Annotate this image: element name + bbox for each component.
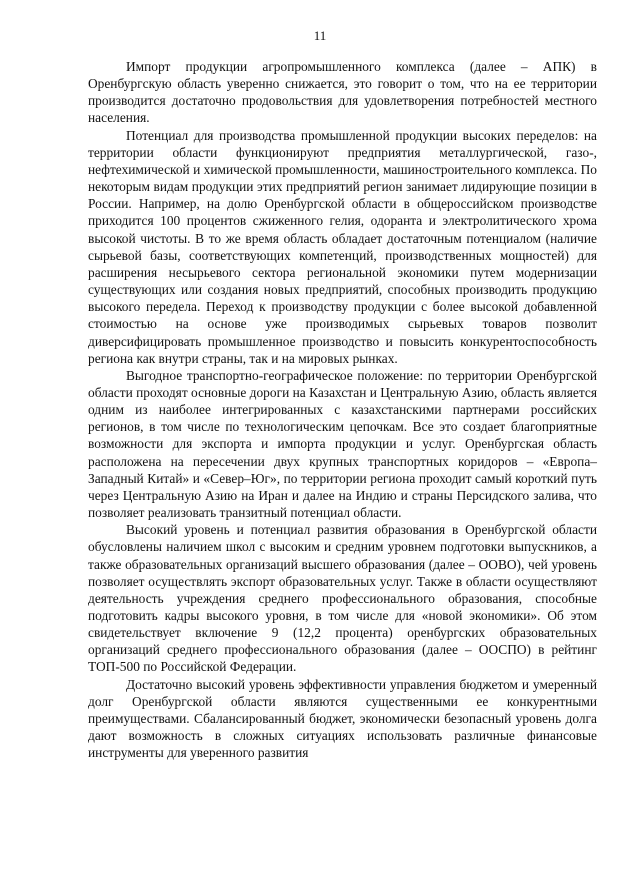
paragraph-budget: Достаточно высокий уровень эффективности управления бюджетом и умеренный долг Оренбургской области являются существенными ее конкурентными преимуществами. Сбалансированный бюджет, экономически безопасный уровень долга дают возможность в сложных ситуациях использовать различные финансовые инструменты для уверенного развития [88,676,597,761]
paragraph-agro-import: Импорт продукции агропромышленного комплекса (далее – АПК) в Оренбургскую область уверенно снижается, это говорит о том, что на ее территории производится достаточно продовольствия для удовлетворения потребностей местного населения. [88,59,597,126]
paragraph-industrial-potential: Потенциал для производства промышленной продукции высоких переделов: на территории области функционируют предприятия металлургической, газо-, нефтехимической и химической промышленности, машиностроительного комплекса. По некоторым видам продукции этих предприятий регион занимает лидирующие позиции в России. Например, на долю Оренбургской области в общероссийском производстве приходится 100 процентов сжиженного гелия, одоранта и электролитического хрома высокой чистоты. В то же время область обладает достаточным потенциалом (наличие сырьевой базы, соответствующих компетенций, производственных мощностей) для расширения несырьевого сектора региональной экономики путем модернизации существующих или создания новых предприятий, способных производить продукцию высокого передела. Переход к производству продукции с более высокой добавленной стоимостью на основе уже производимых сырьевых товаров позволит диверсифицировать промышленное производство и повысить конкурентоспособность региона как внутри страны, так и на мировых рынках. [88,127,597,366]
paragraph-transport-geography: Выгодное транспортно-географическое положение: по территории Оренбургской области проходят основные дороги на Казахстан и Центральную Азию, область является одним из наиболее интегрированных с казахстанскими партнерами российских регионов, в том числе по технологическим цепочкам. Все это создает благоприятные возможности для экспорта и импорта продукции и услуг. Оренбургская область расположена на пересечении двух крупных транспортных коридоров – «Европа–Западный Китай» и «Север–Юг», по территории региона проходит самый короткий путь через Центральную Азию на Иран и далее на Индию и страны Персидского залива, что позволяет реализовать транзитный потенциал области. [88,367,597,521]
paragraph-education: Высокий уровень и потенциал развития образования в Оренбургской области обусловлены наличием школ с высоким и средним уровнем подготовки выпускников, а также образовательных организаций высшего образования (далее – ООВО), чей уровень позволяет осуществлять экспорт образовательных услуг. Также в области осуществляют деятельность учреждения среднего профессионального образования, способные подготовить кадры высокого уровня, в том числе для «новой экономики». Об этом свидетельствует включение 9 (12,2 процента) оренбургских образовательных организаций среднего профессионального образования (далее – ООСПО) в рейтинг ТОП-500 по Российской Федерации. [88,522,597,675]
body-text [88,58,597,761]
page-number: 11 [313,28,327,43]
